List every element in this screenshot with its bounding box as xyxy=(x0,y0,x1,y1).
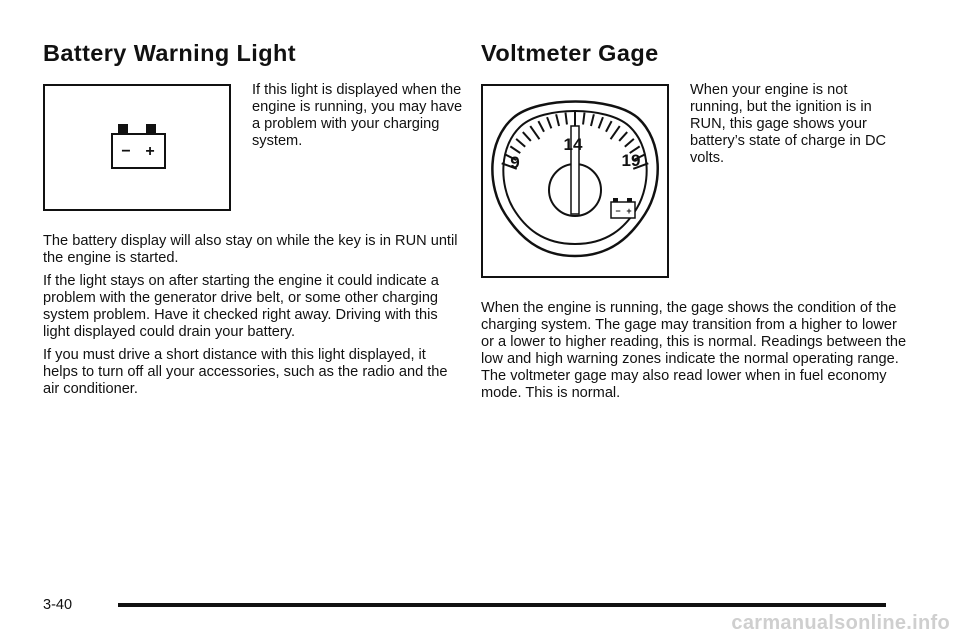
paragraph: When the engine is running, the gage shows the condition of the charging system. The gage may transition from a higher to lower or a lower to higher reading, this is normal. Readings between the low and high warning zones indicate the normal operating range. The voltmeter gage may also read lower when in fuel economy mode. This is normal. xyxy=(481,300,907,401)
watermark: carmanualsonline.info xyxy=(731,612,950,634)
battery-minus-sign: − xyxy=(121,143,131,160)
gauge-battery-minus: − xyxy=(615,206,621,216)
section-title-battery: Battery Warning Light xyxy=(43,40,296,66)
page-number: 3-40 xyxy=(43,597,73,613)
battery-warning-section xyxy=(43,40,463,404)
paragraph: The battery display will also stay on while the key is in RUN until the engine is started. xyxy=(43,233,458,266)
battery-body-text xyxy=(43,233,463,398)
gauge-label-low: 9 xyxy=(510,153,520,172)
voltmeter-side-text: When your engine is not running, but the ignition is in RUN, this gage shows your battery’s state of charge in DC volts. xyxy=(690,82,887,166)
footer-divider xyxy=(118,603,886,607)
gauge-battery-plus: + xyxy=(626,206,632,216)
voltmeter-figure xyxy=(481,84,669,278)
battery-plus-sign: + xyxy=(145,143,155,160)
voltmeter-figure-row xyxy=(481,82,911,216)
battery-figure-row xyxy=(43,84,463,211)
battery-warning-icon xyxy=(45,86,229,209)
section-title-voltmeter: Voltmeter Gage xyxy=(481,40,659,66)
gauge-label-high: 19 xyxy=(621,151,641,170)
battery-warning-figure xyxy=(43,84,231,211)
voltmeter-body-text xyxy=(481,300,911,402)
battery-side-text: If this light is displayed when the engine is running, you may have a problem with your charging system. xyxy=(252,82,463,149)
voltmeter-gauge-icon xyxy=(483,86,667,276)
paragraph: If you must drive a short distance with this light displayed, it helps to turn off all your accessories, such as the radio and the air conditioner. xyxy=(43,347,448,397)
paragraph: If the light stays on after starting the engine it could indicate a problem with the generator drive belt, or some other charging system problem. Have it checked right away. Driving with this light displayed could drain your battery. xyxy=(43,273,439,340)
gauge-label-mid: 14 xyxy=(563,135,583,154)
voltmeter-section xyxy=(481,40,911,408)
